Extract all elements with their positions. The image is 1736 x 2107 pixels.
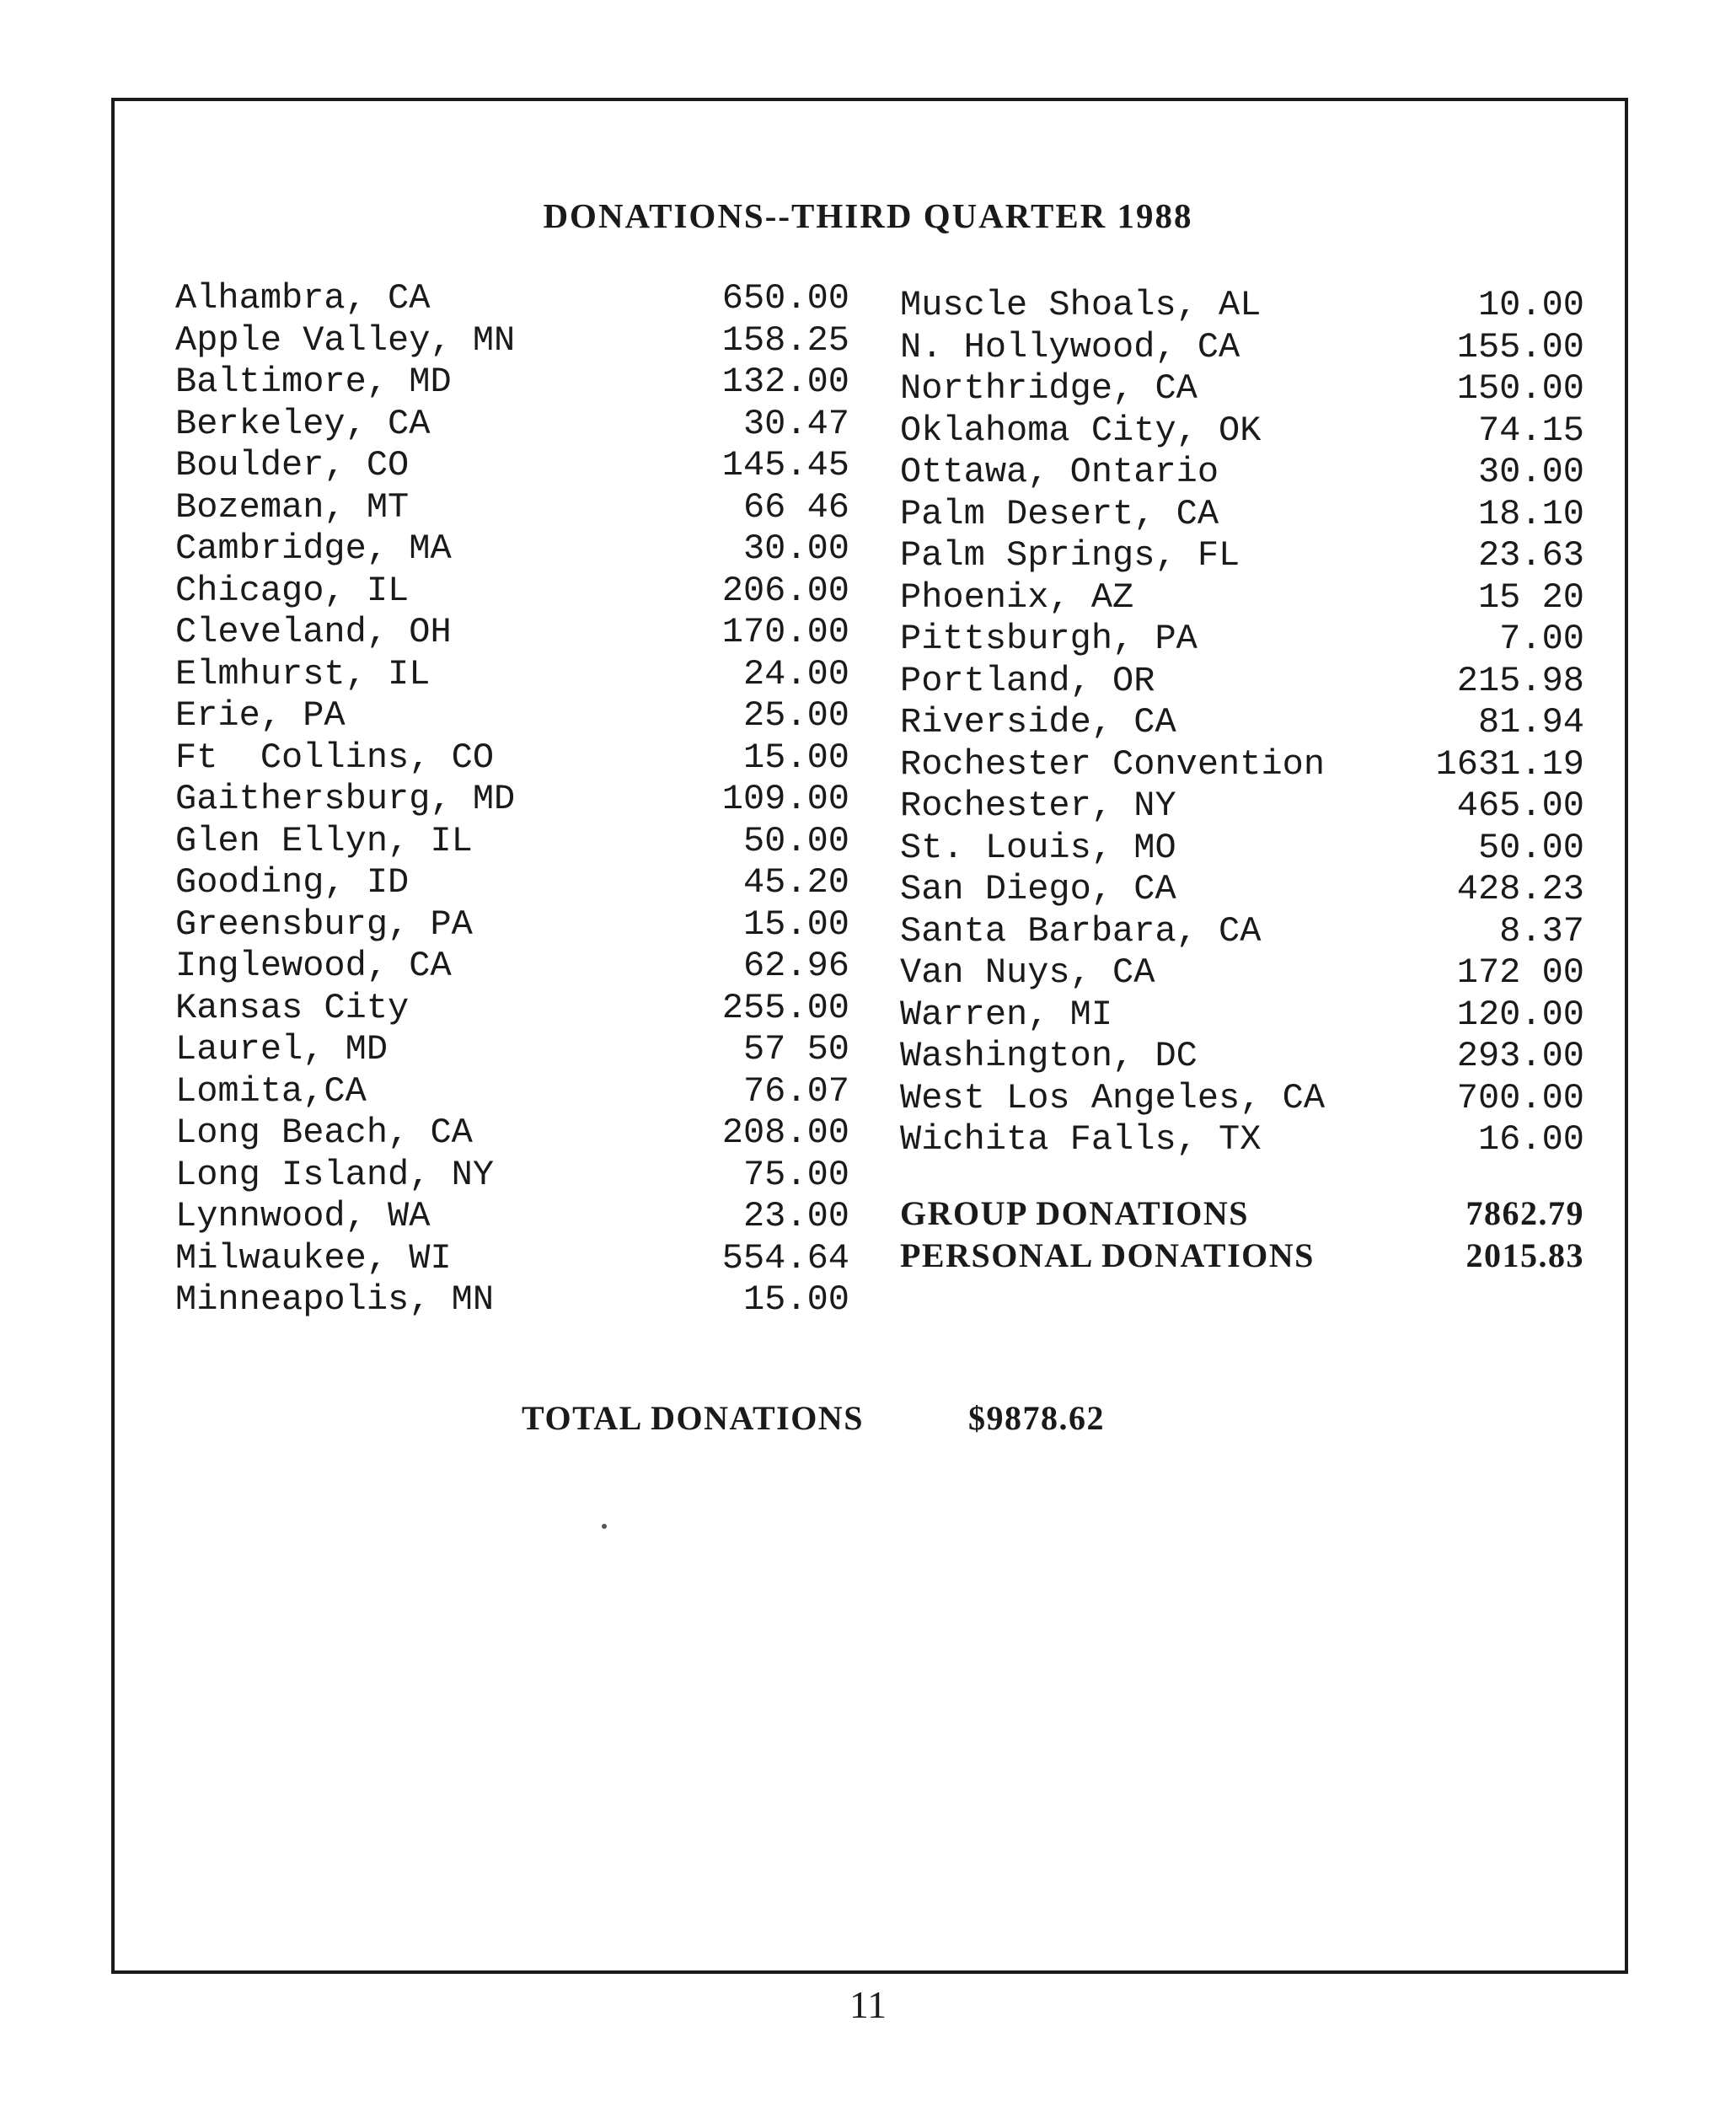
donation-amount: 15 20	[1477, 576, 1584, 618]
donation-row	[900, 995, 1584, 1037]
donation-row	[900, 952, 1584, 995]
donation-row	[175, 1112, 849, 1155]
donation-place: Lynnwood, WA	[175, 1196, 431, 1236]
donation-amount: 8.37	[1499, 910, 1584, 952]
donation-row	[900, 702, 1584, 744]
donation-row	[175, 320, 849, 362]
donation-amount: 81.94	[1477, 702, 1584, 743]
donation-place: Boulder, CO	[175, 445, 410, 485]
donation-amount: 172 00	[1456, 952, 1584, 993]
group-donations-amount: 7862.79	[1465, 1194, 1584, 1232]
donation-amount: 10.00	[1477, 285, 1584, 325]
donation-row	[175, 1029, 849, 1071]
donation-amount: 76.07	[742, 1070, 849, 1112]
donation-amount: 45.20	[742, 862, 849, 903]
donation-amount: 57 50	[742, 1029, 849, 1070]
donation-row	[900, 535, 1584, 577]
donation-amount: 109.00	[721, 779, 849, 819]
donation-row	[175, 487, 849, 529]
donation-amount: 1631.19	[1435, 743, 1584, 785]
donation-place: Ottawa, Ontario	[900, 452, 1219, 492]
donation-row	[175, 737, 849, 780]
donation-amount: 132.00	[721, 362, 849, 402]
donation-place: Rochester Convention	[900, 743, 1326, 785]
donation-place: Berkeley, CA	[175, 403, 431, 444]
donation-row	[900, 661, 1584, 703]
donation-place: Muscle Shoals, AL	[900, 285, 1262, 325]
donation-amount: 30.47	[742, 403, 849, 444]
donation-place: Minneapolis, MN	[175, 1279, 495, 1320]
donation-place: San Diego, CA	[900, 869, 1176, 909]
donation-row	[175, 1071, 849, 1113]
donation-amount: 23.63	[1477, 535, 1584, 576]
donation-row	[175, 571, 849, 613]
donation-place: Palm Springs, FL	[900, 535, 1240, 576]
donation-row	[175, 404, 849, 446]
donation-place: Wichita Falls, TX	[900, 1119, 1262, 1160]
donation-row	[175, 904, 849, 946]
donation-row	[900, 619, 1584, 661]
donation-place: Long Island, NY	[175, 1154, 495, 1195]
donation-place: Cambridge, MA	[175, 528, 452, 569]
donation-amount: 554.64	[721, 1237, 849, 1279]
donation-row	[900, 410, 1584, 453]
donation-summary	[900, 1193, 1584, 1277]
donation-row	[900, 327, 1584, 369]
donation-row	[900, 1119, 1584, 1161]
donation-place: Warren, MI	[900, 994, 1113, 1035]
donation-row	[900, 1036, 1584, 1078]
donation-place: St. Louis, MO	[900, 827, 1176, 868]
donation-row	[175, 946, 849, 988]
donation-amount: 650.00	[721, 278, 849, 319]
page-number: 11	[849, 1983, 887, 2026]
donation-row	[900, 785, 1584, 828]
page-title: DONATIONS--THIRD QUARTER 1988	[543, 196, 1193, 235]
donation-place: Kansas City	[175, 987, 410, 1028]
group-donations-row	[900, 1193, 1584, 1235]
donation-place: Gaithersburg, MD	[175, 779, 516, 819]
donation-amount: 700.00	[1456, 1077, 1584, 1118]
donation-row	[900, 1078, 1584, 1120]
donation-amount: 215.98	[1456, 660, 1584, 701]
donation-place: Apple Valley, MN	[175, 319, 516, 361]
donation-amount: 428.23	[1456, 869, 1584, 909]
personal-donations-amount: 2015.83	[1465, 1236, 1584, 1274]
donation-row	[175, 362, 849, 404]
donation-amount: 255.00	[721, 987, 849, 1028]
donation-place: Inglewood, CA	[175, 946, 452, 986]
donation-place: Oklahoma City, OK	[900, 410, 1262, 451]
donation-amount: 18.10	[1477, 493, 1584, 534]
donation-amount: 206.00	[721, 570, 849, 611]
donation-row	[175, 528, 849, 571]
donation-place: Gooding, ID	[175, 862, 410, 903]
total-donations-label: TOTAL DONATIONS	[522, 1399, 864, 1437]
donation-row	[175, 612, 849, 654]
donation-row	[175, 821, 849, 863]
donation-place: Van Nuys, CA	[900, 952, 1155, 993]
donation-amount: 24.00	[742, 653, 849, 694]
donation-amount: 208.00	[721, 1112, 849, 1153]
donation-row	[175, 1279, 849, 1322]
donation-amount: 50.00	[1477, 827, 1584, 868]
donation-amount: 155.00	[1456, 326, 1584, 367]
donation-amount: 74.15	[1477, 410, 1584, 451]
donation-amount: 30.00	[742, 528, 849, 569]
donation-row	[900, 452, 1584, 494]
donation-place: Milwaukee, WI	[175, 1237, 452, 1279]
donation-row	[900, 911, 1584, 953]
paper-speck	[602, 1524, 607, 1529]
donation-place: Baltimore, MD	[175, 362, 452, 402]
donation-amount: 15.00	[742, 737, 849, 778]
donation-place: Alhambra, CA	[175, 278, 431, 319]
donation-row	[175, 1196, 849, 1238]
donation-row	[175, 1238, 849, 1280]
donation-row	[900, 285, 1584, 327]
donation-amount: 158.25	[721, 319, 849, 361]
donation-place: Rochester, NY	[900, 785, 1176, 826]
donation-amount: 62.96	[742, 946, 849, 986]
donation-row	[175, 1155, 849, 1197]
donation-amount: 145.45	[721, 445, 849, 485]
donation-place: Northridge, CA	[900, 368, 1198, 409]
donation-place: Ft Collins, CO	[175, 737, 495, 778]
donation-place: Bozeman, MT	[175, 486, 410, 528]
total-donations-amount: $9878.62	[968, 1399, 1105, 1437]
donation-row	[900, 744, 1584, 786]
donation-row	[900, 577, 1584, 619]
donation-place: Elmhurst, IL	[175, 653, 431, 694]
donation-row	[175, 278, 849, 320]
donation-place: Lomita,CA	[175, 1070, 367, 1112]
personal-donations-row	[900, 1235, 1584, 1277]
donation-place: N. Hollywood, CA	[900, 326, 1240, 367]
donation-row	[900, 828, 1584, 870]
donation-row	[175, 695, 849, 737]
donation-amount: 23.00	[742, 1196, 849, 1236]
donation-place: Phoenix, AZ	[900, 576, 1134, 618]
donation-amount: 293.00	[1456, 1036, 1584, 1076]
total-donations	[502, 1359, 1105, 1438]
donation-amount: 25.00	[742, 695, 849, 736]
donation-amount: 465.00	[1456, 785, 1584, 826]
donation-row	[175, 862, 849, 904]
donation-amount: 50.00	[742, 820, 849, 861]
donation-row	[175, 988, 849, 1030]
donation-place: Portland, OR	[900, 660, 1155, 701]
donation-place: Long Beach, CA	[175, 1112, 473, 1153]
donation-amount: 120.00	[1456, 994, 1584, 1035]
donation-amount: 75.00	[742, 1154, 849, 1195]
donation-place: Glen Ellyn, IL	[175, 820, 473, 861]
donation-amount: 66 46	[742, 486, 849, 528]
donation-row	[900, 869, 1584, 911]
donation-amount: 170.00	[721, 612, 849, 652]
donation-row	[900, 368, 1584, 410]
donation-amount: 15.00	[742, 1279, 849, 1320]
donation-row	[175, 445, 849, 487]
donation-amount: 16.00	[1477, 1119, 1584, 1160]
donation-place: Pittsburgh, PA	[900, 619, 1198, 659]
donation-place: Laurel, MD	[175, 1029, 388, 1070]
donation-amount: 15.00	[742, 903, 849, 945]
personal-donations-label: PERSONAL DONATIONS	[900, 1236, 1315, 1274]
donation-place: Cleveland, OH	[175, 612, 452, 652]
right-donations-list	[900, 285, 1584, 1161]
group-donations-label: GROUP DONATIONS	[900, 1194, 1250, 1232]
donation-place: Chicago, IL	[175, 570, 410, 611]
donation-place: Santa Barbara, CA	[900, 910, 1262, 952]
donation-amount: 30.00	[1477, 452, 1584, 492]
donation-place: Riverside, CA	[900, 702, 1176, 743]
donation-place: Greensburg, PA	[175, 903, 473, 945]
donation-place: West Los Angeles, CA	[900, 1077, 1326, 1118]
donation-row	[900, 494, 1584, 536]
donation-place: Erie, PA	[175, 695, 346, 736]
donation-row	[175, 779, 849, 821]
donation-row	[175, 654, 849, 696]
donation-amount: 7.00	[1499, 619, 1584, 659]
donation-amount: 150.00	[1456, 368, 1584, 409]
donation-place: Palm Desert, CA	[900, 493, 1219, 534]
left-donations-list	[175, 278, 849, 1322]
donation-place: Washington, DC	[900, 1036, 1198, 1076]
